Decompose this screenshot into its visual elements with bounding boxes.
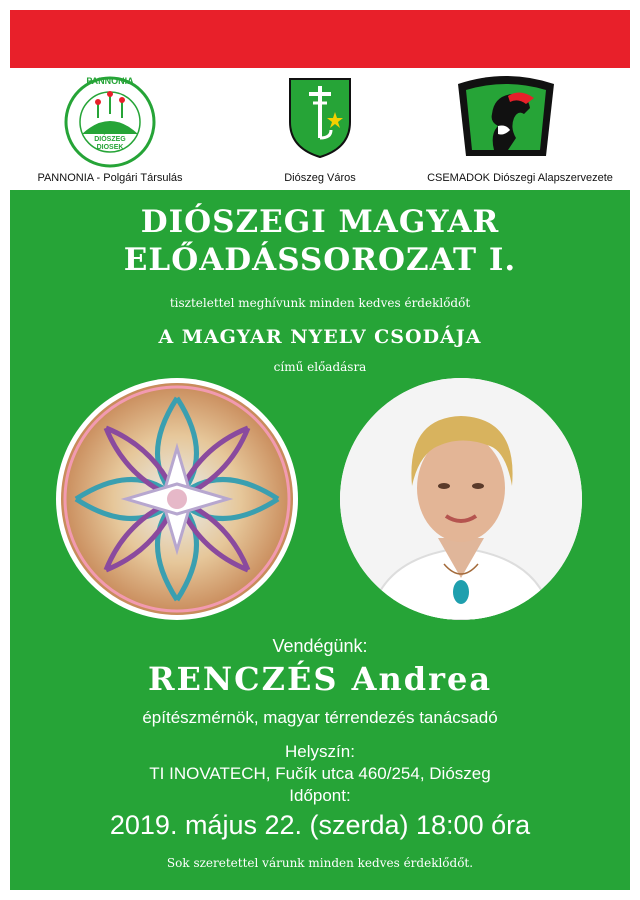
- invite-text: tisztelettel meghívunk minden kedves érdeklődőt: [169, 296, 471, 310]
- event-title-line-2: ELŐADÁSSOROZAT I.: [123, 242, 517, 278]
- coat-of-arms-icon: [287, 76, 353, 160]
- pannonia-ring-text: PANNONIA: [86, 76, 134, 86]
- mandala-image: [56, 378, 298, 620]
- pannonia-logo-icon: [60, 72, 160, 172]
- lecture-suffix: című előadásra: [273, 360, 367, 374]
- csemadok-caption: CSEMADOK Diószegi Alapszervezete: [427, 172, 613, 184]
- poster-body: [10, 190, 630, 890]
- pannonia-inner-text-1: DIÓSZEG: [94, 136, 126, 143]
- mandala-icon: [56, 378, 298, 620]
- pannonia-caption: PANNONIA - Polgári Társulás: [37, 172, 183, 184]
- closing-text: Sok szeretettel várunk minden kedves érdeklődőt.: [166, 856, 474, 870]
- venue-label: Helyszín:: [285, 742, 355, 761]
- pannonia-logo-block: [10, 68, 210, 190]
- top-red-bar: [10, 10, 630, 68]
- guest-role: építészmérnök, magyar térrendezés tanácsadó: [142, 708, 498, 727]
- guest-label: Vendégünk:: [272, 636, 368, 656]
- dioszeg-logo-block: [230, 68, 410, 190]
- csemadok-logo-icon: [454, 74, 558, 160]
- portrait-icon: [340, 378, 582, 620]
- event-title-line-1: DIÓSZEGI MAGYAR: [140, 204, 500, 240]
- lecture-title: A MAGYAR NYELV CSODÁJA: [158, 326, 482, 348]
- dioszeg-caption: Diószeg Város: [284, 172, 356, 184]
- time-label: Időpont:: [289, 786, 351, 805]
- guest-name: RENCZÉS Andrea: [147, 660, 493, 698]
- pannonia-inner-text-2: DIOSEK: [96, 144, 124, 151]
- csemadok-logo-block: [410, 68, 630, 190]
- event-datetime: 2019. május 22. (szerda) 18:00 óra: [109, 810, 531, 840]
- guest-portrait: [340, 378, 582, 620]
- logo-strip: [10, 68, 630, 190]
- venue-text: TI INOVATECH, Fučík utca 460/254, Diószeg: [149, 764, 491, 783]
